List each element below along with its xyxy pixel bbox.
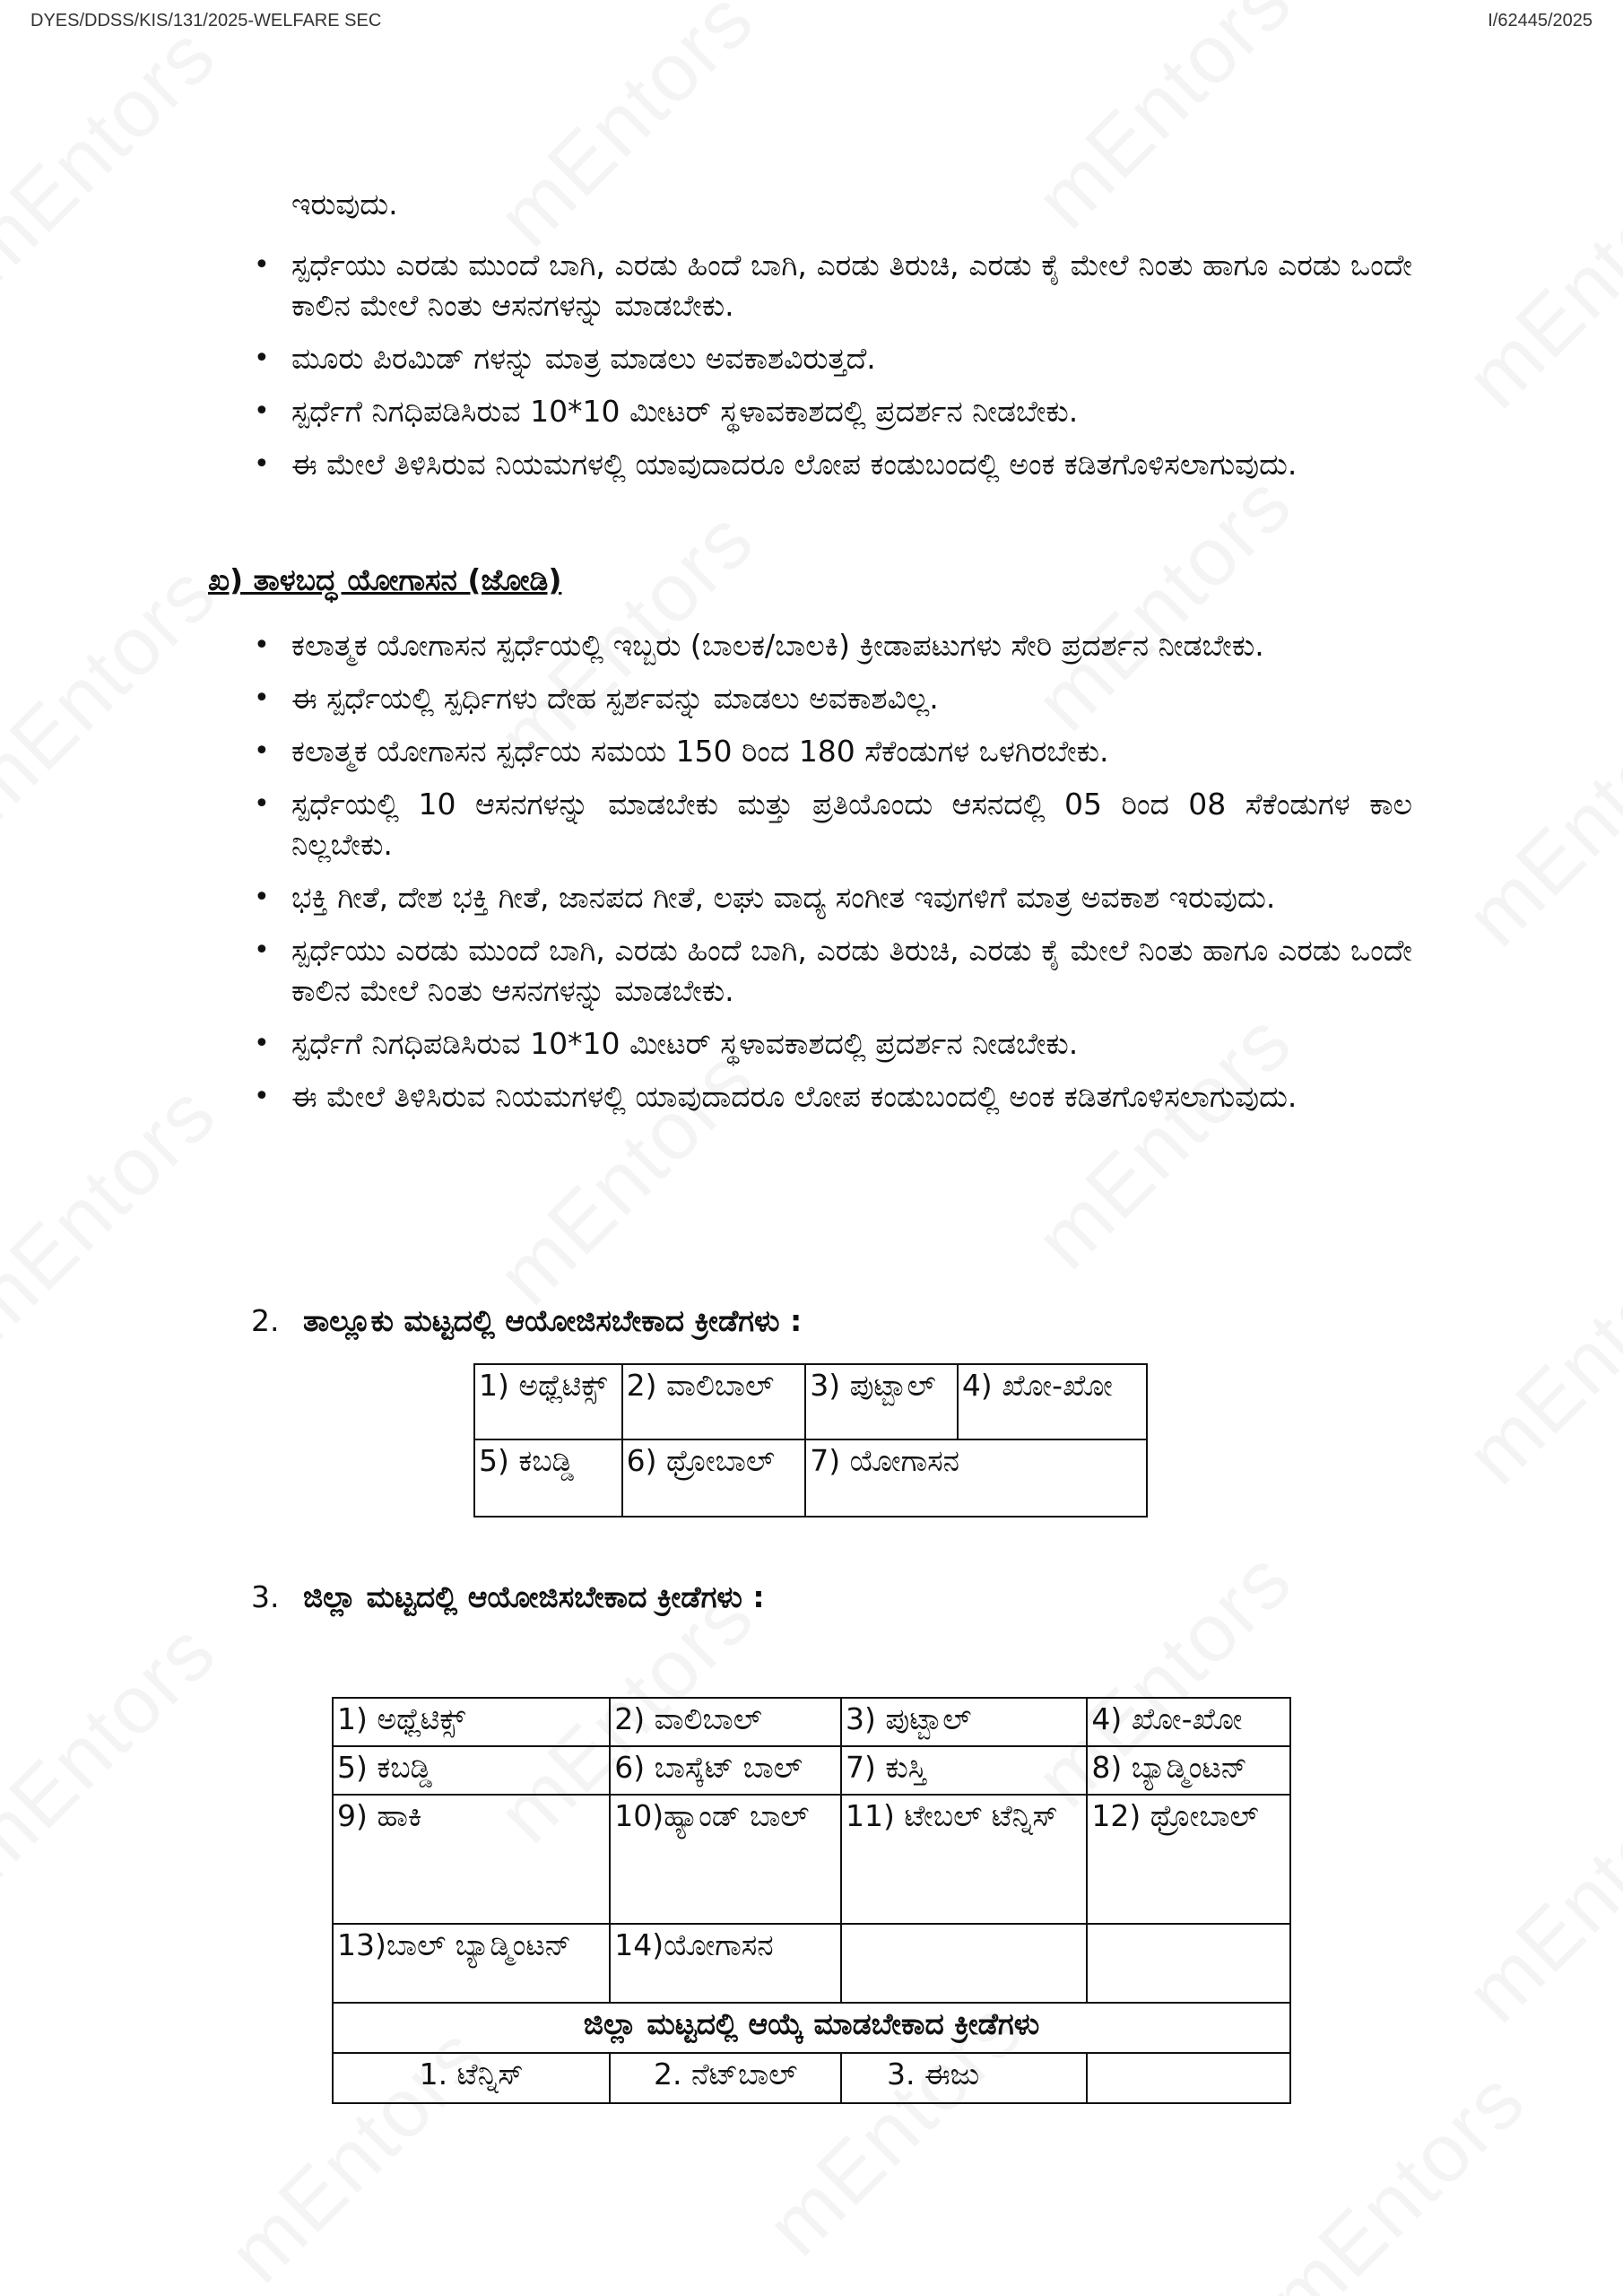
table-cell: 2) ವಾಲಿಬಾಲ್ [622, 1364, 806, 1439]
table-cell: 2. ನೆಟ್‌ಬಾಲ್ [610, 2053, 841, 2103]
watermark-text [1251, 2053, 1543, 2296]
table-cell: 7) ಯೋಗಾಸನ [805, 1439, 1147, 1517]
table-row [333, 2003, 1290, 2053]
table-cell [841, 1924, 1087, 2003]
table-cell: 8) ಬ್ಯಾಡ್ಮಿಂಟನ್ [1087, 1746, 1290, 1795]
list-item: • ಕಲಾತ್ಮಕ ಯೋಗಾಸನ ಸ್ಪರ್ಧೆಯಲ್ಲಿ ಇಬ್ಬರು (ಬಾಲಕ/ಬಾಲಕಿ) ಕ್ರೀಡಾಪಟುಗಳು ಸೇರಿ ಪ್ರದರ್ಶನ ನೀಡಬೇಕು. [291, 625, 1412, 665]
selection-sports-title: ಜಿಲ್ಲಾ ಮಟ್ಟದಲ್ಲಿ ಆಯ್ಕೆ ಮಾಡಬೇಕಾದ ಕ್ರೀಡೆಗಳು [333, 2003, 1290, 2053]
list-item: • ಕಲಾತ್ಮಕ ಯೋಗಾಸನ ಸ್ಪರ್ಧೆಯ ಸಮಯ 150 ರಿಂದ 180 ಸೆಕೆಂಡುಗಳ ಒಳಗಿರಬೇಕು. [291, 731, 1412, 771]
list-item: • ಸ್ಪರ್ಧೆಗೆ ನಿಗಧಿಪಡಿಸಿರುವ 10*10 ಮೀಟರ್ ಸ್ಥಳಾವಕಾಶದಲ್ಲಿ ಪ್ರದರ್ಶನ ನೀಡಬೇಕು. [291, 1023, 1412, 1064]
watermark-text [1448, 1748, 1623, 2040]
inward-number: I/62445/2025 [1488, 11, 1593, 30]
taluk-heading [251, 1300, 802, 1341]
table-cell: 11) ಟೇಬಲ್ ಟೆನ್ನಿಸ್ [841, 1795, 1087, 1924]
rules-list-a [291, 245, 1412, 497]
table-cell: 14)ಯೋಗಾಸನ [610, 1924, 841, 2003]
table-cell: 5) ಕಬಡ್ಡಿ [474, 1439, 622, 1517]
list-item: • ಸ್ಪರ್ಧೆಯು ಎರಡು ಮುಂದೆ ಬಾಗಿ, ಎರಡು ಹಿಂದೆ ಬಾಗಿ, ಎರಡು ತಿರುಚಿ, ಎರಡು ಕೈ ಮೇಲೆ ನಿಂತು ಹಾಗೂ ಎರಡು ಒಂದೇ ಕಾಲಿನ ಮೇಲೆ ನಿಂತು ಆಸನಗಳನ್ನು ಮಾಡಬೇಕು. [291, 245, 1412, 326]
table-cell: 6) ಬಾಸ್ಕೆಟ್ ಬಾಲ್ [610, 1746, 841, 1795]
list-item: • ಈ ಸ್ಪರ್ಧೆಯಲ್ಲಿ ಸ್ಪರ್ಧಿಗಳು ದೇಹ ಸ್ಪರ್ಶವನ್ನು ಮಾಡಲು ಅವಕಾಶವಿಲ್ಲ. [291, 678, 1412, 718]
list-item: • ಸ್ಪರ್ಧೆಯು ಎರಡು ಮುಂದೆ ಬಾಗಿ, ಎರಡು ಹಿಂದೆ ಬಾಗಿ, ಎರಡು ತಿರುಚಿ, ಎರಡು ಕೈ ಮೇಲೆ ನಿಂತು ಹಾಗೂ ಎರಡು ಒಂದೇ ಕಾಲಿನ ಮೇಲೆ ನಿಂತು ಆಸನಗಳನ್ನು ಮಾಡಬೇಕು. [291, 930, 1412, 1011]
watermark-text [1448, 134, 1623, 426]
table-cell: 5) ಕಬಡ್ಡಿ [333, 1746, 610, 1795]
list-item: • ಸ್ಪರ್ಧೆಯಲ್ಲಿ 10 ಆಸನಗಳನ್ನು ಮಾಡಬೇಕು ಮತ್ತು ಪ್ರತಿಯೊಂದು ಆಸನದಲ್ಲಿ 05 ರಿಂದ 08 ಸೆಕೆಂಡುಗಳ ಕಾಲ ನಿಲ್ಲಬೇಕು. [291, 784, 1412, 865]
table-cell: 1) ಅಥ್ಲೆಟಿಕ್ಸ್ [333, 1698, 610, 1746]
table-cell: 13)ಬಾಲ್ ಬ್ಯಾಡ್ಮಿಂಟನ್ [333, 1924, 610, 2003]
table-row [333, 2053, 1290, 2103]
heading-title: ಜಿಲ್ಲಾ ಮಟ್ಟದಲ್ಲಿ ಆಯೋಜಿಸಬೇಕಾದ ಕ್ರೀಡೆಗಳು : [303, 1579, 765, 1614]
heading-title: ತಾಲ್ಲೂಕು ಮಟ್ಟದಲ್ಲಿ ಆಯೋಜಿಸಬೇಕಾದ ಕ್ರೀಡೆಗಳು : [303, 1303, 803, 1338]
section-heading-kha: ಖ) ತಾಳಬದ್ಧ ಯೋಗಾಸನ (ಜೋಡಿ) [208, 562, 562, 597]
table-cell: 3) ಪುಟ್ಬಾಲ್ [805, 1364, 958, 1439]
watermark-text [1018, 0, 1310, 248]
table-cell: 1) ಅಥ್ಲೆಟಿಕ್ಸ್ [474, 1364, 622, 1439]
watermark-text [0, 8, 234, 300]
watermark-text [0, 1066, 234, 1359]
table-row [333, 1698, 1290, 1746]
taluk-sports-table [473, 1363, 1148, 1518]
table-cell: 6) ಥ್ರೋಬಾಲ್ [622, 1439, 806, 1517]
table-cell: 3) ಪುಟ್ಬಾಲ್ [841, 1698, 1087, 1746]
district-sports-table [332, 1697, 1291, 2104]
watermark-text [0, 1605, 234, 1897]
table-row [333, 1795, 1290, 1924]
continuation-text: ಇರುವುದು. [291, 187, 398, 222]
table-cell: 4) ಖೋ-ಖೋ [958, 1364, 1147, 1439]
table-row [333, 1924, 1290, 2003]
table-cell: 2) ವಾಲಿಬಾಲ್ [610, 1698, 841, 1746]
district-heading [251, 1577, 765, 1617]
list-item: • ಭಕ್ತಿ ಗೀತೆ, ದೇಶ ಭಕ್ತಿ ಗೀತೆ, ಜಾನಪದ ಗೀತೆ, ಲಘು ವಾದ್ಯ ಸಂಗೀತ ಇವುಗಳಿಗೆ ಮಾತ್ರ ಅವಕಾಶ ಇರುವುದು. [291, 877, 1412, 918]
list-item: • ಈ ಮೇಲೆ ತಿಳಿಸಿರುವ ನಿಯಮಗಳಲ್ಲಿ ಯಾವುದಾದರೂ ಲೋಪ ಕಂಡುಬಂದಲ್ಲಿ ಅಂಕ ಕಡಿತಗೊಳಿಸಲಾಗುವುದು. [291, 444, 1412, 484]
watermark-text [0, 546, 234, 839]
heading-number: 3. [251, 1579, 280, 1614]
table-cell: 7) ಕುಸ್ತಿ [841, 1746, 1087, 1795]
table-cell: 4) ಖೋ-ಖೋ [1087, 1698, 1290, 1746]
table-cell [1087, 2053, 1290, 2103]
list-item: • ಮೂರು ಪಿರಮಿಡ್ ಗಳನ್ನು ಮಾತ್ರ ಮಾಡಲು ಅವಕಾಶವಿರುತ್ತದೆ. [291, 338, 1412, 378]
document-reference: DYES/DDSS/KIS/131/2025-WELFARE SEC [30, 11, 382, 30]
table-cell: 1. ಟೆನ್ನಿಸ್ [333, 2053, 610, 2103]
table-cell: 12) ಥ್ರೋಬಾಲ್ [1087, 1795, 1290, 1924]
heading-number: 2. [251, 1303, 280, 1338]
list-item: • ಸ್ಪರ್ಧೆಗೆ ನಿಗಧಿಪಡಿಸಿರುವ 10*10 ಮೀಟರ್ ಸ್ಥಳಾವಕಾಶದಲ್ಲಿ ಪ್ರದರ್ಶನ ನೀಡಬೇಕು. [291, 391, 1412, 431]
table-row [474, 1364, 1147, 1439]
watermark-text [1448, 1210, 1623, 1502]
watermark-text [480, 0, 772, 265]
list-item: • ಈ ಮೇಲೆ ತಿಳಿಸಿರುವ ನಿಯಮಗಳಲ್ಲಿ ಯಾವುದಾದರೂ ಲೋಪ ಕಂಡುಬಂದಲ್ಲಿ ಅಂಕ ಕಡಿತಗೊಳಿಸಲಾಗುವುದು. [291, 1076, 1412, 1117]
table-cell [1087, 1924, 1290, 2003]
watermark-text [1448, 672, 1623, 964]
table-row [474, 1439, 1147, 1517]
table-cell: 3. ಈಜು [841, 2053, 1087, 2103]
rules-list-b [291, 625, 1412, 1129]
table-cell: 10)ಹ್ಯಾಂಡ್ ಬಾಲ್ [610, 1795, 841, 1924]
table-cell: 9) ಹಾಕಿ [333, 1795, 610, 1924]
table-row [333, 1746, 1290, 1795]
